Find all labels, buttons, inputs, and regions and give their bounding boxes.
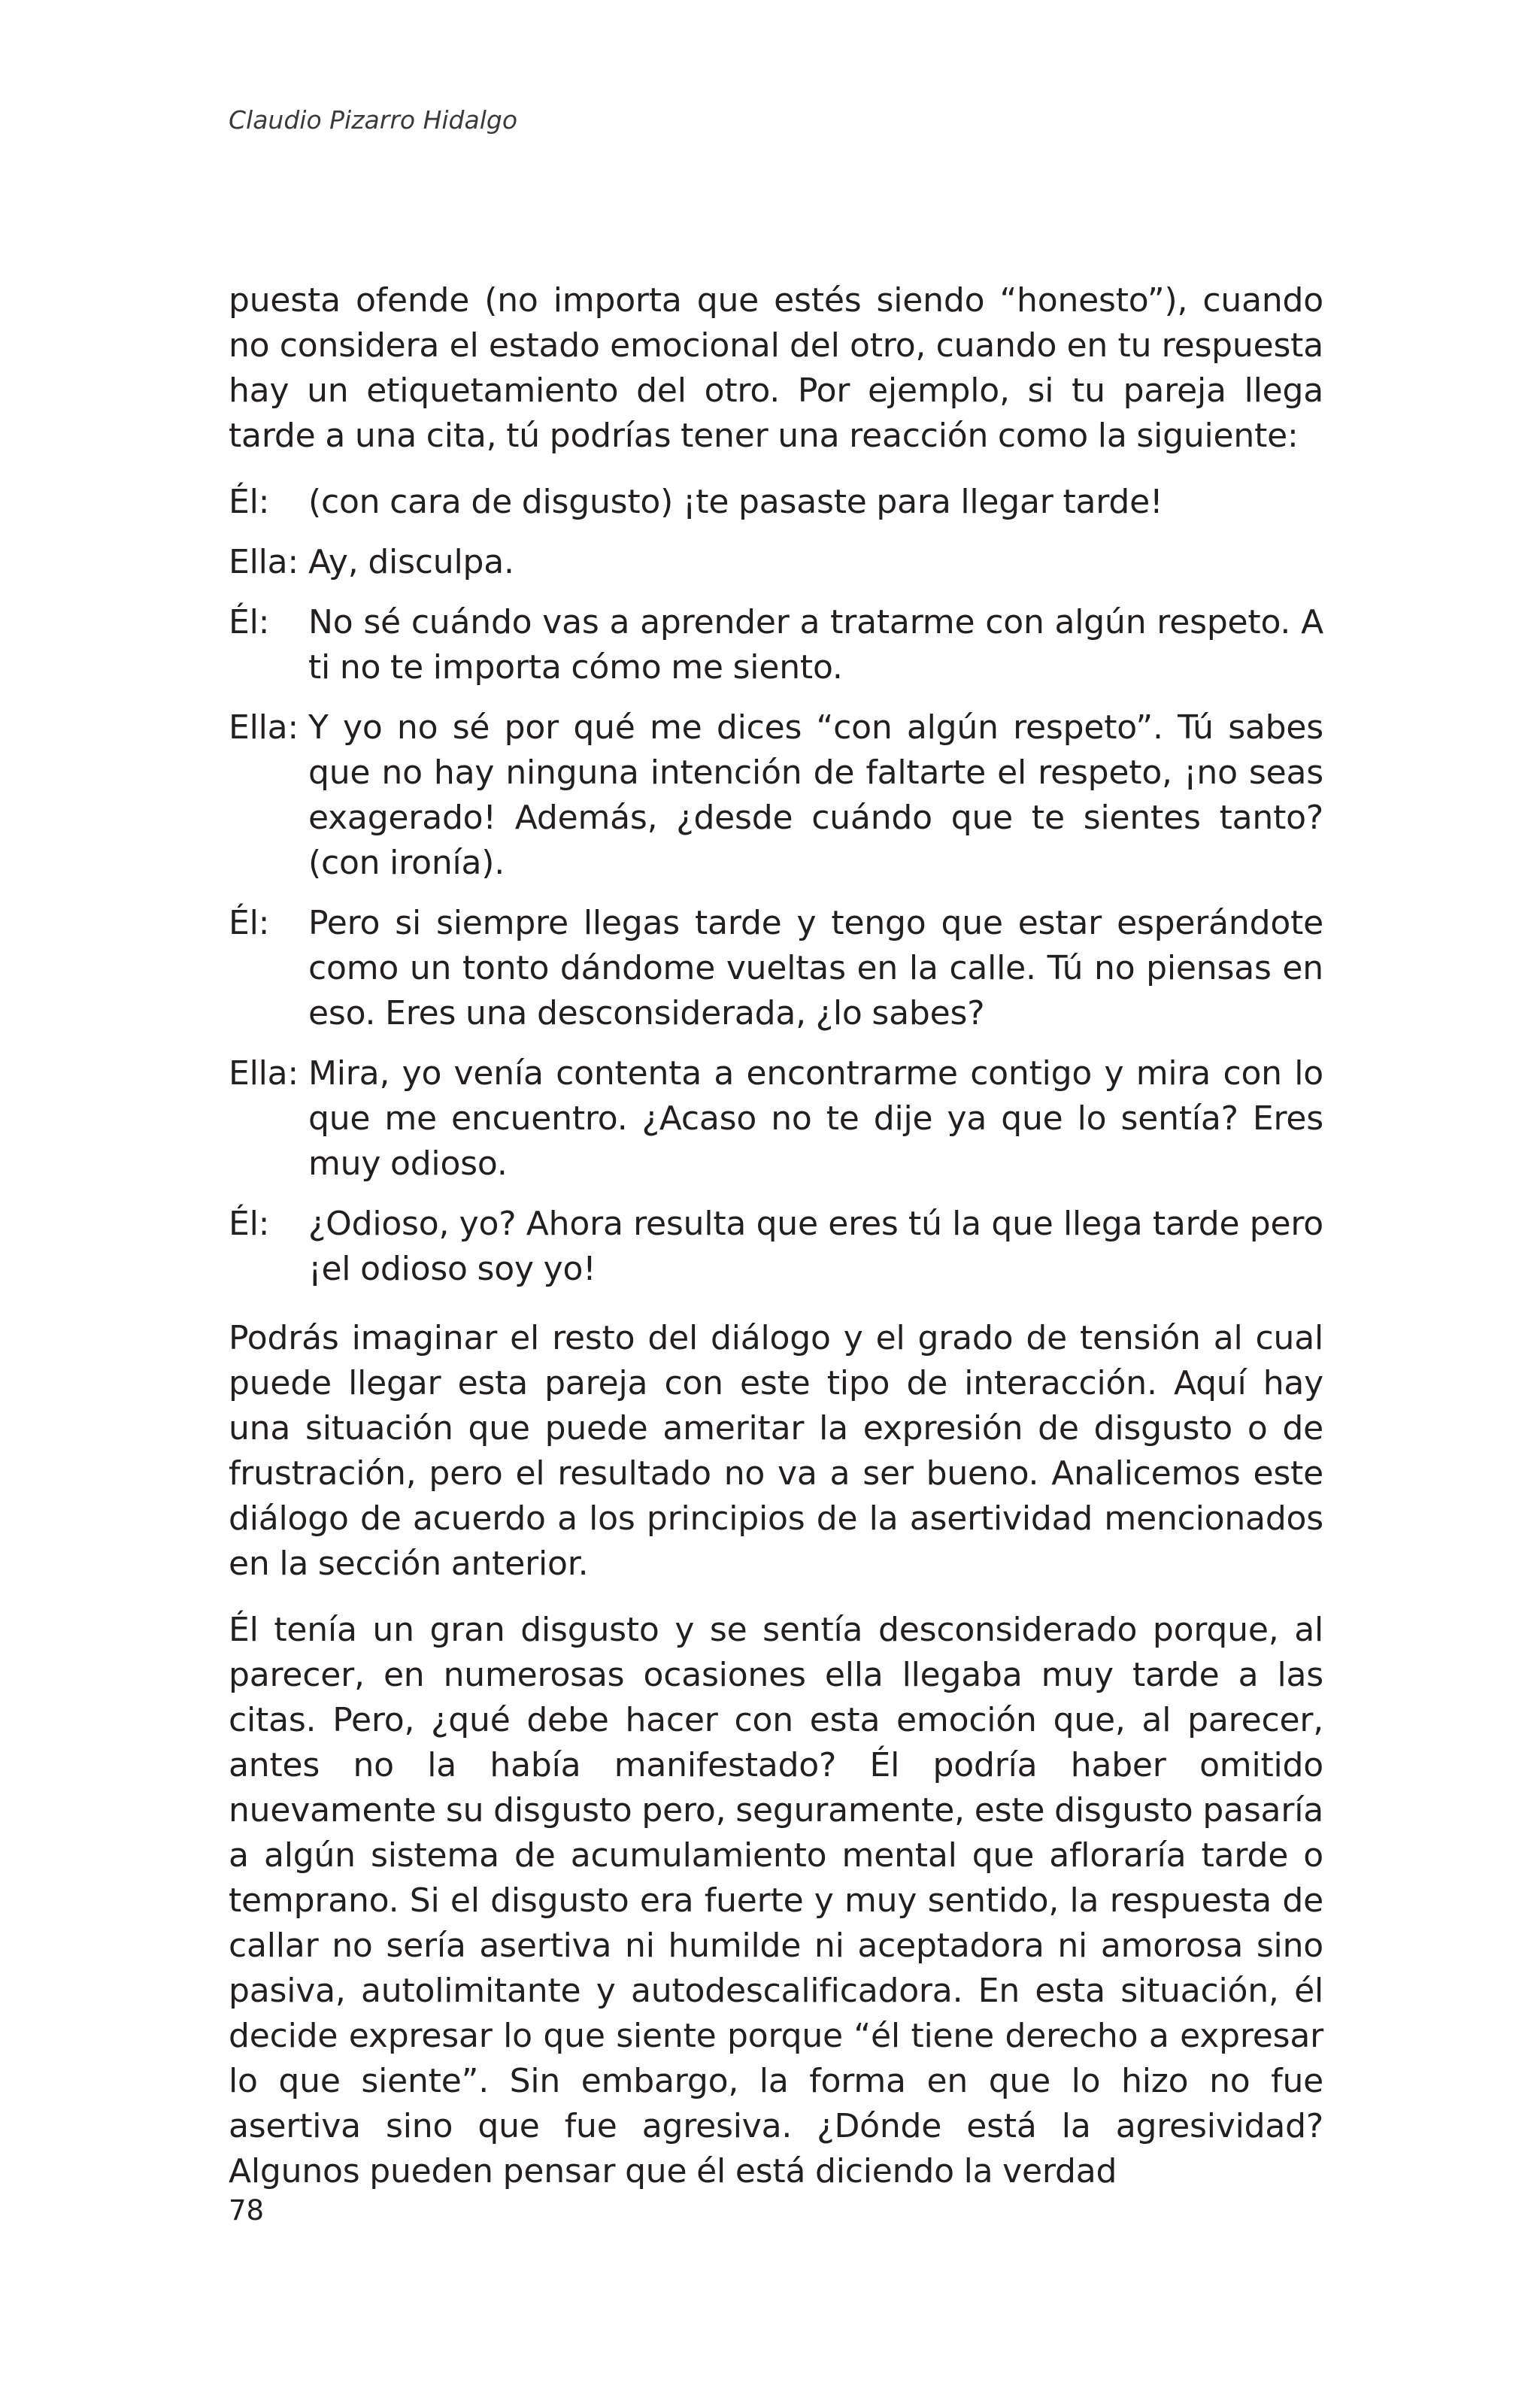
analysis-paragraph: Podrás imaginar el resto del diálogo y el grado de tensión al cual puede llegar esta pareja con este tipo de interacción. Aquí hay una situación que puede ameritar la expresión de disgusto o de frustración, pero el resultado no va a ser bueno. Analicemos este diálogo de acuerdo a los principios de la asertividad mencionados en la sección anterior. [229,1319,1323,1583]
speaker-label: Él: [229,1205,270,1243]
dialogue-turn [229,901,1323,1036]
intro-paragraph: puesta ofende (no importa que estés siendo “honesto”), cuando no considera el estado emocional del otro, cuando en tu respuesta hay un etiquetamiento del otro. Por ejemplo, si tu pareja llega tarde a una cita, tú podrías tener una reacción como la siguiente: [229,281,1323,455]
speaker-label: Ella: [229,1054,299,1093]
dialogue-turn [229,705,1323,886]
running-header-author: Claudio Pizarro Hidalgo [229,105,518,135]
dialogue [229,480,1323,1292]
utterance-text: No sé cuándo vas a aprender a tratarme con algún respeto. A ti no te importa cómo me siento. [308,603,1323,687]
dialogue-turn [229,1202,1323,1292]
dialogue-turn [229,480,1323,525]
speaker-label: Ella: [229,543,299,581]
dialogue-turn [229,600,1323,690]
speaker-label: Él: [229,904,270,942]
utterance-text: Mira, yo venía contenta a encontrarme contigo y mira con lo que me encuentro. ¿Acaso no te dije ya que lo sentía? Eres muy odioso. [308,1054,1323,1183]
page-number: 78 [229,2194,265,2227]
discussion-paragraph: Él tenía un gran disgusto y se sentía desconsiderado porque, al parecer, en numerosas ocasiones ella llegaba muy tarde a las citas. Pero, ¿qué debe hacer con esta emoción que, al parecer, antes no la había manifestado? Él podría haber omitido nuevamente su disgusto pero, seguramente, este disgusto pasaría a algún sistema de acumulamiento mental que afloraría tarde o temprano. Si el disgusto era fuerte y muy sentido, la respuesta de callar no sería asertiva ni humilde ni aceptadora ni amorosa sino pasiva, autolimitante y autodescalificadora. En esta situación, él decide expresar lo que siente porque “él tiene derecho a expresar lo que siente”. Sin embargo, la forma en que lo hizo no fue asertiva sino que fue agresiva. ¿Dónde está la agresividad? Algunos pueden pensar que él está diciendo la verdad [229,1611,1323,2190]
speaker-label: Él: [229,483,270,521]
utterance-text: ¿Odioso, yo? Ahora resulta que eres tú la que llega tarde pero ¡el odioso soy yo! [308,1205,1323,1288]
dialogue-turn [229,1051,1323,1187]
speaker-label: Ella: [229,708,299,747]
utterance-text: Y yo no sé por qué me dices “con algún respeto”. Tú sabes que no hay ninguna intención de faltarte el respeto, ¡no seas exagerado! Además, ¿desde cuándo que te sientes tanto? (con ironía). [308,708,1323,882]
speaker-label: Él: [229,603,270,641]
utterance-text: Ay, disculpa. [308,543,514,581]
utterance-text: (con cara de disgusto) ¡te pasaste para llegar tarde! [308,483,1163,521]
page-body [229,278,1323,2215]
dialogue-turn [229,540,1323,585]
utterance-text: Pero si siempre llegas tarde y tengo que estar esperándote como un tonto dándome vueltas en la calle. Tú no piensas en eso. Eres una desconsiderada, ¿lo sabes? [308,904,1323,1032]
